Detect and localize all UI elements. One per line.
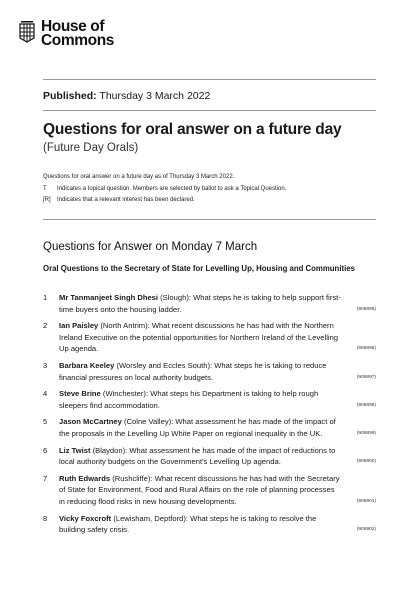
key-interest [43, 195, 373, 207]
question-text: What steps his Department is taking to help rough sleepers find accommodation. [59, 389, 319, 410]
question-text: What steps he is taking to resolve the building safety crisis. [59, 513, 317, 535]
question-item [43, 320, 376, 355]
question-number: 7 [43, 473, 48, 483]
question-ref: (905896) [356, 346, 376, 352]
logo-line-2: Commons [41, 32, 114, 49]
divider [43, 79, 376, 80]
house-of-commons-logo [18, 20, 114, 48]
key-symbol: [R] [43, 197, 51, 203]
member-name: Mr Tanmanjeet Singh Dhesi [59, 293, 159, 302]
question-body [59, 292, 342, 315]
question-body [59, 320, 342, 355]
questions-list [43, 292, 376, 541]
constituency: (Slough): [160, 293, 191, 302]
member-name: Jason McCartney [59, 417, 122, 427]
constituency: (North Antrim): [100, 321, 150, 331]
question-item [43, 360, 376, 383]
question-item [43, 388, 376, 411]
department-heading: Oral Questions to the Secretary of State for Levelling Up, Housing and Communities [43, 264, 355, 273]
constituency: (Rushcliffe): [112, 473, 153, 483]
logo-line-1: House of [41, 18, 105, 35]
question-number: 8 [43, 513, 48, 523]
member-name: Barbara Keeley [59, 360, 115, 370]
constituency: (Winchester): [102, 389, 149, 399]
question-text: What steps he is taking to help support first-time buyers onto the housing ladder. [59, 293, 341, 314]
member-name: Ruth Edwards [59, 473, 111, 483]
key-symbol: T [43, 185, 47, 192]
portcullis-icon [18, 20, 36, 44]
question-item [43, 416, 376, 439]
question-ref: (905895) [356, 306, 376, 312]
published-label: Published: [43, 90, 97, 102]
member-name: Ian Paisley [59, 321, 99, 331]
section-title: Questions for Answer on Monday 7 March [43, 241, 258, 253]
question-item [43, 513, 376, 536]
question-body [59, 416, 342, 439]
intro-text: Questions for oral answer on a future day as of Thursday 3 March 2022. [43, 174, 235, 180]
question-text: What assessment he has made of the impact of reductions to local authority budgets on the Government's Levelling Up agenda. [59, 445, 336, 467]
page-title: Questions for oral answer on a future day [43, 121, 342, 138]
question-ref: (905899) [356, 430, 376, 436]
published-line [43, 90, 210, 102]
question-text: What recent discussions he has had with the Secretary of State for Environment, Food and Rural Affairs on the role of planning processes in reducing flood risks in new housing developments. [59, 473, 340, 506]
question-number: 6 [43, 445, 48, 455]
constituency: (Colne Valley): [124, 417, 174, 427]
question-item [43, 445, 376, 468]
page-subtitle: (Future Day Orals) [43, 142, 139, 154]
question-body [59, 445, 342, 468]
question-body [59, 513, 342, 536]
key-description: Indicates that a relevant interest has been declared. [57, 197, 195, 203]
question-item [43, 292, 376, 315]
question-text: What assessment he has made of the impact of the proposals in the Levelling Up White Paper on regional inequality in the UK. [59, 417, 336, 438]
question-text: What steps he is taking to reduce financial pressures on local authority budgets. [59, 360, 327, 382]
question-number: 3 [43, 360, 48, 370]
divider [43, 110, 376, 111]
question-ref: (905901) [356, 498, 376, 504]
question-number: 2 [43, 321, 48, 331]
key-description: Indicates a topical question. Members are selected by ballot to ask a Topical Question. [57, 185, 287, 192]
question-number: 5 [43, 417, 48, 427]
logo-text [41, 20, 114, 48]
question-ref: (905900) [356, 459, 376, 465]
question-ref: (905898) [356, 402, 376, 408]
member-name: Liz Twist [59, 445, 91, 455]
divider [43, 219, 376, 220]
question-ref: (905897) [356, 374, 376, 380]
question-ref: (905902) [356, 527, 376, 533]
key-topical [43, 184, 373, 196]
intro-block [43, 172, 373, 207]
question-body [59, 360, 342, 383]
member-name: Steve Brine [59, 389, 101, 399]
constituency: (Blaydon): [92, 445, 128, 455]
constituency: (Lewisham, Deptford): [113, 513, 189, 523]
question-body [59, 388, 342, 411]
question-item [43, 473, 376, 508]
published-date: Thursday 3 March 2022 [99, 90, 211, 102]
constituency: (Worsley and Eccles South): [116, 360, 213, 370]
question-number: 4 [43, 389, 48, 399]
question-body [59, 473, 342, 508]
question-text: What recent discussions he has had with the Northern Ireland Executive on the potential opportunities for Northern Ireland of the Levelling Up agenda. [59, 321, 339, 354]
member-name: Vicky Foxcroft [59, 513, 112, 523]
question-number: 1 [43, 293, 48, 302]
